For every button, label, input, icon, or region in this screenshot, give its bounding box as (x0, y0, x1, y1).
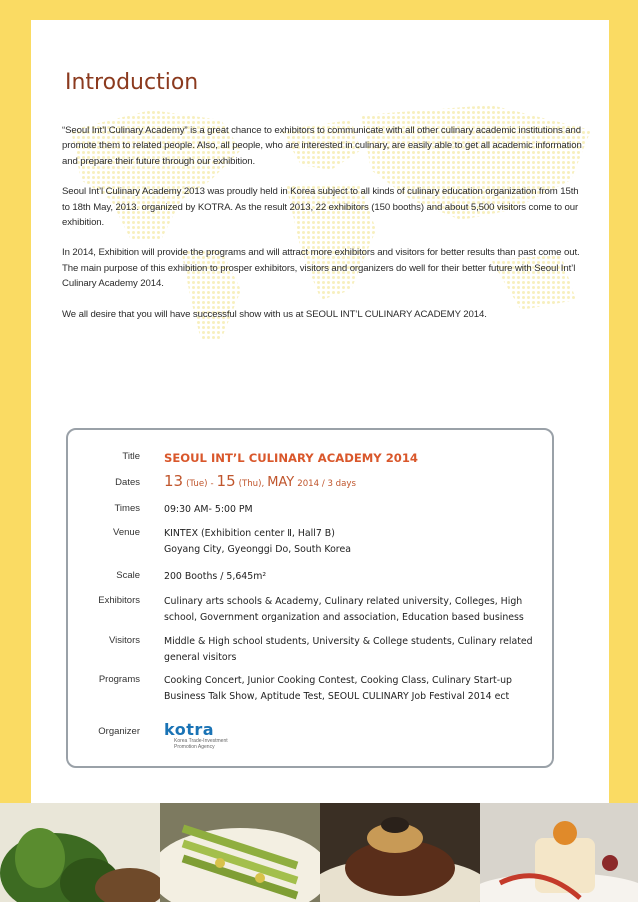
info-label: Scale (116, 570, 140, 581)
info-label: Dates (115, 477, 140, 488)
steak-photo (320, 803, 480, 902)
intro-body (62, 123, 582, 337)
intro-paragraph: We all desire that you will have successful show with us at SEOUL INT’L CULINARY ACADEMY 2014. (62, 308, 487, 320)
intro-paragraph: Seoul Int’l Culinary Academy 2013 was proudly held in Korea subject to all kinds of culinary education organization from 15th to 18th May, 2013. organized by KOTRA. As the result 2013, 22 exhibitors (150 booths) and about 5,500 visitors come to our exhibition. (62, 186, 579, 229)
date-month: MAY (267, 475, 295, 490)
event-dates (164, 473, 549, 492)
food-photo-strip (0, 803, 638, 902)
event-info-box (66, 428, 554, 768)
herbs-photo (0, 803, 160, 902)
date-separator: - (210, 479, 214, 489)
date-year-duration: 2014 / 3 days (297, 479, 356, 489)
organizer-logo (164, 722, 549, 750)
info-label: Visitors (109, 635, 140, 646)
brochure-page (31, 20, 609, 902)
date-end: 15 (216, 472, 236, 490)
date-start: 13 (164, 472, 184, 490)
intro-paragraph: In 2014, Exhibition will provide the programs and will attract more exhibitors and visitors for better results than past come out. The main purpose of this exhibition to prosper exhibitors, visitors and organizers do well for their better future with Seoul Int’l Culinary Academy 2014. (62, 247, 580, 290)
event-scale: 200 Booths / 5,645m² (164, 571, 267, 582)
intro-paragraph: “Seoul Int’l Culinary Academy” is a great chance to exhibitors to communicate with all other culinary academic institutions and promote them to related people. Also, all people, who are interested in culinary, are easily able to get all academic information and prepare their future through our exhibition. (62, 125, 582, 167)
venue-line: KINTEX (Exhibition center Ⅱ, Hall7 B) (164, 528, 335, 539)
date-end-dow: (Thu), (238, 479, 265, 489)
info-label: Title (122, 451, 140, 462)
info-label: Organizer (98, 726, 140, 737)
intro-title: Introduction (65, 70, 199, 95)
info-label: Venue (113, 527, 140, 538)
event-venue (164, 526, 549, 558)
kotra-logo-sub: Korea Trade-Investment (174, 738, 228, 744)
info-label: Times (114, 503, 140, 514)
event-title: SEOUL INT’L CULINARY ACADEMY 2014 (164, 451, 418, 465)
event-exhibitors: Culinary arts schools & Academy, Culinary related university, Colleges, High school, Government organization and association, Education based business (164, 596, 524, 623)
asparagus-photo (160, 803, 320, 902)
info-label: Exhibitors (98, 595, 140, 606)
date-start-dow: (Tue) (186, 479, 208, 489)
event-programs: Cooking Concert, Junior Cooking Contest, Cooking Class, Culinary Start-up Business Talk Show, Aptitude Test, SEOUL CULINARY Job Festival 2014 ect (164, 675, 512, 702)
kotra-logo: kotra (164, 720, 215, 739)
venue-line: Goyang City, Gyeonggi Do, South Korea (164, 544, 351, 555)
event-times: 09:30 AM- 5:00 PM (164, 504, 253, 515)
kotra-logo-sub: Promotion Agency (174, 744, 215, 750)
event-visitors: Middle & High school students, University & College students, Culinary related general visitors (164, 636, 533, 663)
info-label: Programs (98, 674, 140, 685)
dessert-photo (480, 803, 638, 902)
